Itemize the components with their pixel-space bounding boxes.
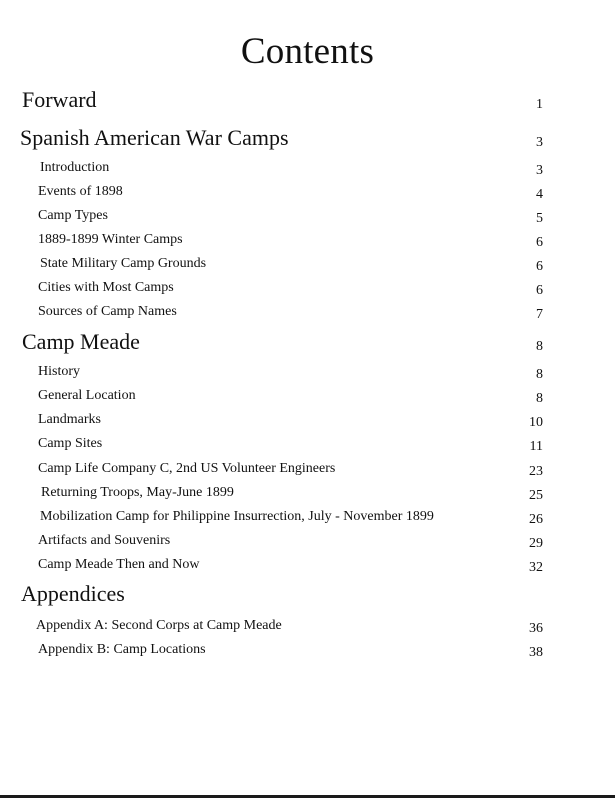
page-bottom-edge (0, 795, 615, 798)
toc-entry-mobilization-camp (0, 509, 615, 533)
toc-entry-label: Camp Types (38, 208, 108, 223)
toc-entry-page: 4 (536, 187, 543, 202)
toc-entry-page: 8 (536, 367, 543, 382)
toc-entry-page: 29 (529, 536, 543, 551)
toc-entry-page: 36 (529, 621, 543, 636)
toc-entry-label: History (38, 364, 80, 379)
toc-entry-camp-life-company-c (0, 461, 615, 485)
toc-entry-label: Camp Sites (38, 436, 103, 451)
toc-entry-sources-of-camp-names (0, 304, 615, 328)
toc-entry-camp-meade (0, 329, 615, 353)
toc-entry-label: Forward (22, 87, 97, 112)
toc-entry-page: 6 (536, 259, 543, 274)
toc-entry-forward (0, 87, 615, 111)
toc-entry-page: 25 (529, 488, 543, 503)
toc-entry-cities-with-most-camps (0, 280, 615, 304)
toc-entry-camp-types (0, 208, 615, 232)
toc-entry-label: Appendices (21, 581, 125, 606)
toc-entry-label: Introduction (40, 160, 110, 175)
toc-entry-label: General Location (38, 388, 136, 403)
toc-entry-page: 23 (529, 464, 543, 479)
toc-entry-spanish-american-war-camps (0, 125, 615, 149)
toc-entry-page: 5 (536, 211, 543, 226)
toc-entry-label: Appendix A: Second Corps at Camp Meade (36, 618, 282, 633)
toc-entry-appendices (0, 581, 615, 605)
toc-entry-page: 1 (536, 97, 543, 112)
toc-entry-page: 8 (536, 339, 543, 354)
toc-entry-label: Spanish American War Camps (20, 125, 289, 150)
toc-entry-camp-meade-then-and-now (0, 557, 615, 581)
toc-entry-label: Returning Troops, May-June 1899 (41, 485, 234, 500)
toc-entry-returning-troops (0, 485, 615, 509)
toc-entry-events-of-1898 (0, 184, 615, 208)
toc-entry-page: 26 (529, 512, 543, 527)
toc-entry-appendix-a (0, 618, 615, 642)
toc-entry-page: 7 (536, 307, 543, 322)
toc-entry-label: 1889-1899 Winter Camps (38, 232, 183, 247)
toc-entry-page: 6 (536, 283, 543, 298)
toc-entry-label: Camp Life Company C, 2nd US Volunteer Engineers (38, 461, 336, 476)
toc-entry-landmarks (0, 412, 615, 436)
toc-entry-label: Mobilization Camp for Philippine Insurrection, July - November 1899 (40, 509, 434, 524)
toc-entry-general-location (0, 388, 615, 412)
toc-entry-label: Camp Meade Then and Now (38, 557, 200, 572)
toc-entry-label: State Military Camp Grounds (40, 256, 207, 271)
toc-entry-page: 11 (529, 439, 543, 454)
page-title: Contents (240, 31, 375, 72)
toc-entry-label: Cities with Most Camps (38, 280, 174, 295)
toc-entry-page: 32 (529, 560, 543, 575)
toc-entry-page: 10 (529, 415, 543, 430)
toc-entry-label: Artifacts and Souvenirs (38, 533, 171, 548)
toc-entry-appendix-b (0, 642, 615, 666)
toc-entry-label: Landmarks (38, 412, 101, 427)
toc-entry-label: Events of 1898 (38, 184, 123, 199)
toc-entry-introduction (0, 160, 615, 184)
toc-entry-page: 38 (529, 645, 543, 660)
toc-entry-page: 3 (536, 163, 543, 178)
toc-entry-camp-sites (0, 436, 615, 460)
toc-entry-winter-camps (0, 232, 615, 256)
toc-entry-state-military-camp-grounds (0, 256, 615, 280)
toc-entry-artifacts-and-souvenirs (0, 533, 615, 557)
toc-entry-page: 3 (536, 135, 543, 150)
toc-entry-label: Appendix B: Camp Locations (38, 642, 206, 657)
toc-entry-history (0, 364, 615, 388)
toc-entry-page: 8 (536, 391, 543, 406)
toc-entry-page: 6 (536, 235, 543, 250)
toc-entry-label: Camp Meade (22, 329, 140, 354)
toc-entry-label: Sources of Camp Names (38, 304, 177, 319)
